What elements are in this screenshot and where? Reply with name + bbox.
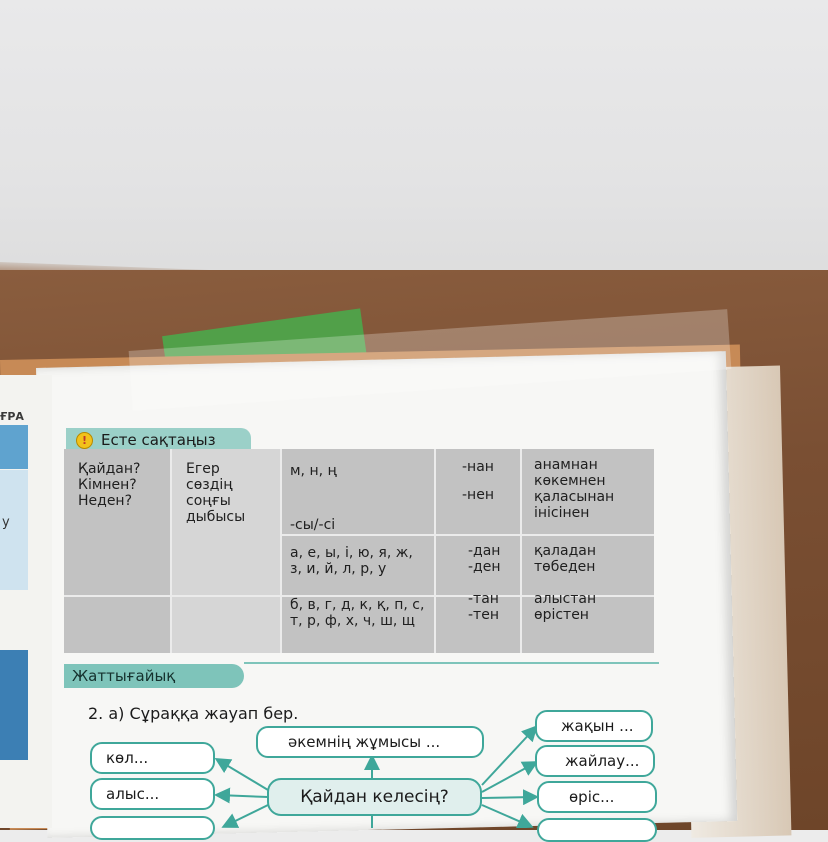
answer-box-right-2: жайлау... (535, 745, 655, 777)
letters-text: б, в, г, д, к, қ, п, с, (290, 597, 425, 613)
arrow-line (225, 805, 268, 826)
condition-text: дыбысы (186, 509, 246, 525)
suffix-text: -тан (468, 591, 499, 607)
answer-box-left-3 (90, 816, 215, 840)
letters-cell: -сы/-сі (290, 517, 336, 533)
letters-text: т, р, ф, х, ч, ш, щ (290, 613, 415, 629)
question-text: Неден? (78, 493, 133, 509)
answer-box-right-4 (537, 818, 657, 842)
answer-box-right-3: өріс... (537, 781, 657, 813)
letters-text: а, е, ы, і, ю, я, ж, (290, 545, 413, 561)
suffix-cell: -нан (462, 459, 494, 475)
answer-box-right-1: жақын ... (535, 710, 653, 742)
suffix-cell: -нен (462, 487, 494, 503)
remember-title: Есте сақтаңыз (101, 431, 216, 449)
example-text: қаласынан (534, 489, 615, 505)
letters-cell: м, н, ң (290, 463, 337, 479)
example-text: қаладан (534, 543, 596, 559)
exercise-title: Жаттығайық (72, 667, 176, 685)
example-text: анамнан (534, 457, 598, 473)
suffix-text: -тен (468, 607, 499, 623)
example-text: інісінен (534, 505, 590, 521)
central-question: Қайдан келесің? (267, 778, 482, 816)
left-page-tab: ҒРА (0, 410, 24, 423)
task-text: 2. а) Сұраққа жауап бер. (88, 704, 299, 723)
arrow-line (218, 795, 268, 797)
example-text: алыстан (534, 591, 597, 607)
condition-text: сөздің (186, 477, 233, 493)
arrow-line (482, 805, 530, 826)
arrow-line (482, 797, 535, 798)
left-page-text: у (2, 515, 10, 530)
exclamation-icon: ! (76, 432, 93, 449)
suffix-text: -дан (468, 543, 501, 559)
question-text: Қайдан? (78, 461, 141, 477)
letters-text: з, и, й, л, р, у (290, 561, 387, 577)
answer-box-top: әкемнің жұмысы ... (256, 726, 484, 758)
answer-box-left-2: алыс... (90, 778, 215, 810)
example-text: төбеден (534, 559, 596, 575)
example-text: көкемнен (534, 473, 606, 489)
condition-text: Егер (186, 461, 220, 477)
example-text: өрістен (534, 607, 589, 623)
suffix-text: -ден (468, 559, 501, 575)
condition-text: соңғы (186, 493, 231, 509)
arrow-line (218, 760, 268, 790)
question-text: Кімнен? (78, 477, 137, 493)
answer-box-left-1: көл... (90, 742, 215, 774)
